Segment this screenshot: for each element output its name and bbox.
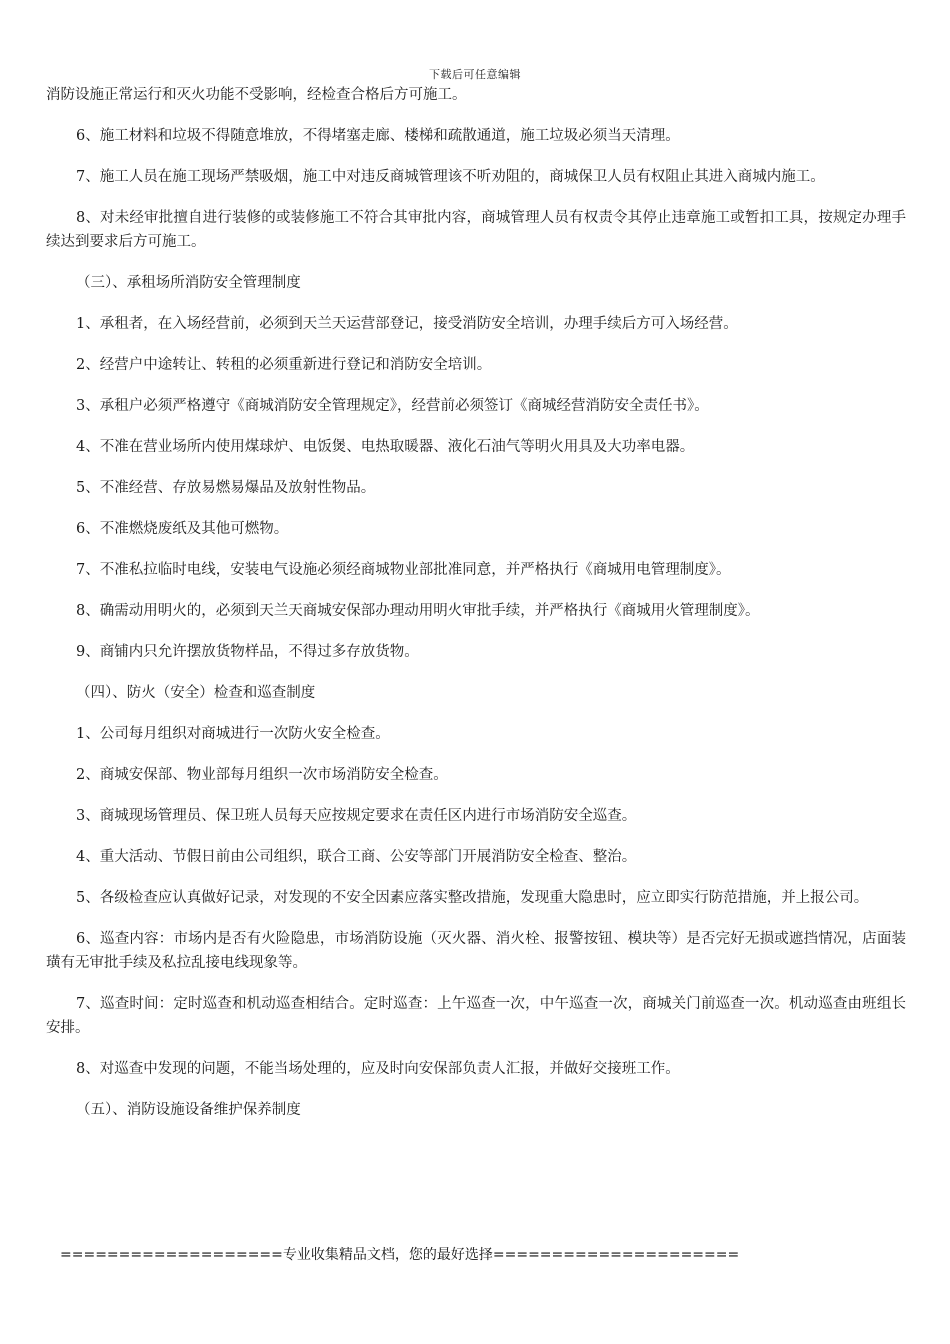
paragraph-item: 3、商城现场管理员、保卫班人员每天应按规定要求在责任区内进行市场消防安全巡查。 xyxy=(76,808,637,824)
paragraph-item: 8、对巡查中发现的问题，不能当场处理的，应及时向安保部负责人汇报，并做好交接班工作。 xyxy=(76,1061,680,1077)
footer-note: ===================专业收集精品文档，您的最好选择===================== xyxy=(60,1247,740,1263)
section-heading: （五）、消防设施设备维护保养制度 xyxy=(76,1102,301,1118)
paragraph-item: 6、巡查内容：市场内是否有火险隐患，市场消防设施（灭火器、消火栓、报警按钮、模块等）是否完好无损或遮挡情况，店面装璜有无审批手续及私拉乱接电线现象等。 xyxy=(46,931,906,971)
paragraph-item: 9、商铺内只允许摆放货物样品，不得过多存放货物。 xyxy=(76,644,419,660)
paragraph-item: 6、施工材料和垃圾不得随意堆放，不得堵塞走廊、楼梯和疏散通道，施工垃圾必须当天清理。 xyxy=(76,128,680,144)
paragraph-item: 4、重大活动、节假日前由公司组织，联合工商、公安等部门开展消防安全检查、整治。 xyxy=(76,849,637,865)
paragraph-item: 7、施工人员在施工现场严禁吸烟，施工中对违反商城管理该不听劝阻的，商城保卫人员有权阻止其进入商城内施工。 xyxy=(76,169,825,185)
paragraph-item: 8、确需动用明火的，必须到天兰天商城安保部办理动用明火审批手续，并严格执行《商城用火管理制度》。 xyxy=(76,603,760,619)
paragraph-item: 6、不准燃烧废纸及其他可燃物。 xyxy=(76,521,289,537)
paragraph-continuation: 消防设施正常运行和灭火功能不受影响，经检查合格后方可施工。 xyxy=(46,87,467,103)
header-note: 下载后可任意编辑 xyxy=(429,68,521,81)
section-heading: （三）、承租场所消防安全管理制度 xyxy=(76,275,301,291)
section-heading: （四）、防火（安全）检查和巡查制度 xyxy=(76,685,316,701)
paragraph-item: 8、对未经审批擅自进行装修的或装修施工不符合其审批内容，商城管理人员有权责令其停止违章施工或暂扣工具，按规定办理手续达到要求后方可施工。 xyxy=(46,210,906,250)
paragraph-item: 5、不准经营、存放易燃易爆品及放射性物品。 xyxy=(76,480,376,496)
paragraph-item: 1、公司每月组织对商城进行一次防火安全检查。 xyxy=(76,726,390,742)
paragraph-item: 5、各级检查应认真做好记录，对发现的不安全因素应落实整改措施，发现重大隐患时，应立即实行防范措施，并上报公司。 xyxy=(76,890,869,906)
document-body xyxy=(46,83,906,1139)
paragraph-item: 4、不准在营业场所内使用煤球炉、电饭煲、电热取暖器、液化石油气等明火用具及大功率电器。 xyxy=(76,439,695,455)
paragraph-item: 2、经营户中途转让、转租的必须重新进行登记和消防安全培训。 xyxy=(76,357,492,373)
paragraph-item: 1、承租者，在入场经营前，必须到天兰天运营部登记，接受消防安全培训，办理手续后方可入场经营。 xyxy=(76,316,738,332)
paragraph-item: 2、商城安保部、物业部每月组织一次市场消防安全检查。 xyxy=(76,767,448,783)
paragraph-item: 7、不准私拉临时电线，安装电气设施必须经商城物业部批准同意，并严格执行《商城用电管理制度》。 xyxy=(76,562,731,578)
paragraph-item: 7、巡查时间：定时巡查和机动巡查相结合。定时巡查：上午巡查一次，中午巡查一次，商城关门前巡查一次。机动巡查由班组长安排。 xyxy=(46,996,906,1036)
paragraph-item: 3、承租户必须严格遵守《商城消防安全管理规定》，经营前必须签订《商城经营消防安全责任书》。 xyxy=(76,398,709,414)
